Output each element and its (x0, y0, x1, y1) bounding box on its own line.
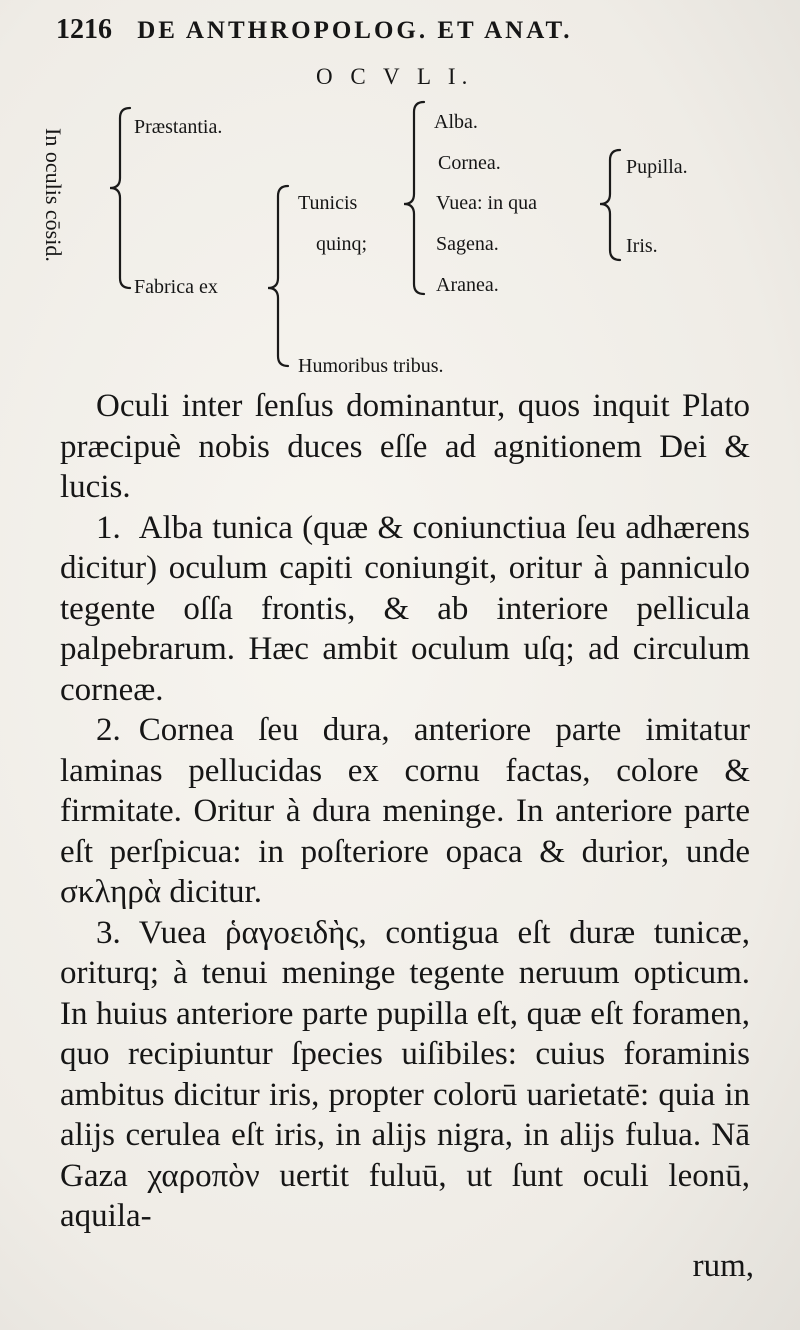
running-head (56, 14, 696, 58)
body-text (60, 386, 750, 1237)
bracket-diagram (0, 100, 800, 390)
page-number: 1216 (56, 14, 112, 45)
label-sagena: Sagena. (436, 233, 499, 255)
paragraph-intro (60, 386, 750, 508)
paragraph-text: Cornea ſeu dura, anteriore parte imitatur laminas pellucidas ex cornu factas, colore & firmitate. Oritur à dura meninge. In anteriore parte eſt perſpicua: in poſteriore opaca & durior, unde σκληρὰ dicitur. (60, 712, 750, 910)
label-vuea: Vuea: in qua (436, 192, 537, 214)
label-iris: Iris. (626, 235, 658, 257)
label-pupilla: Pupilla. (626, 156, 688, 178)
paragraph-2 (60, 710, 750, 913)
catchword: rum, (692, 1248, 754, 1284)
label-alba: Alba. (434, 111, 478, 133)
paragraph-number: 2. (96, 712, 121, 748)
brace-level1 (110, 108, 130, 288)
label-humoribus: Humoribus tribus. (298, 355, 444, 377)
label-praestantia: Præstantia. (134, 116, 223, 138)
label-cornea: Cornea. (438, 152, 501, 174)
section-title: O C V L I. (316, 64, 474, 89)
paragraph-3 (60, 913, 750, 1237)
running-title: DE ANTHROPOLOG. ET ANAT. (137, 17, 573, 44)
paragraph-text: Alba tunica (quæ & coniunctiua ſeu adhærens dicitur) oculum capiti coniungit, oritur à panniculo tegente oſſa frontis, & ab interiore pellicula palpebrarum. Hæc ambit oculum uſq; ad circulum corneæ. (60, 509, 750, 708)
paragraph-text: Oculi inter ſenſus dominantur, quos inquit Plato præcipuè nobis duces eſſe ad agnitionem Dei & lucis. (60, 388, 750, 505)
label-quinque: quinq; (316, 233, 368, 255)
label-fabrica-ex: Fabrica ex (134, 276, 218, 298)
label-aranea: Aranea. (436, 274, 499, 296)
paragraph-number: 1. (96, 509, 121, 546)
paragraph-1 (60, 508, 750, 711)
paragraph-text: Vuea ῥαγοειδὴς, contigua eſt duræ tunicæ, oriturq; à tenui meninge tegente neruum opticum. In huius anteriore parte pupilla eſt, quæ eſt foramen, quo recipiuntur ſpecies uiſibiles: cuius foraminis ambitus dicitur iris, propter colorū uarietatē: quia in alijs cerulea eſt iris, in alijs nigra, in alijs fulua. Nā Gaza χαροπὸν uertit fuluū, ut ſunt oculi leonū, aquila- (60, 914, 750, 1234)
brace-vuea (600, 150, 620, 260)
side-label: In oculis cōsid. (41, 128, 66, 262)
brace-fabrica (268, 186, 288, 366)
label-tunicis: Tunicis (298, 192, 358, 214)
brace-tunicae (404, 102, 424, 294)
paragraph-number: 3. (96, 914, 121, 951)
